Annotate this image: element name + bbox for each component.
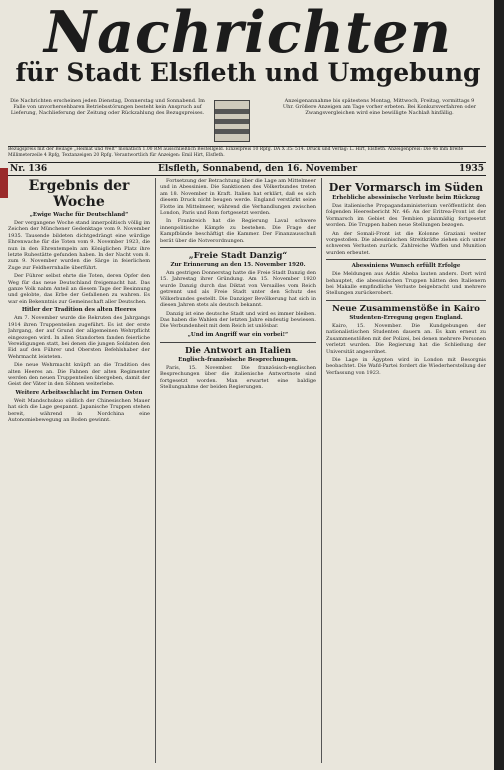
col1-subhead-3: Weitere Arbeitsschlacht im Fernen Osten [15,389,143,396]
col2-headline: „Freie Stadt Danzig“ [188,251,288,262]
place-date: Elsfleth, Sonnabend, den 16. November [158,164,358,174]
dateline-bar [8,162,486,176]
section-rule [160,342,316,343]
publisher-line: Bezugspreis mit der Beilage „Heimat und Welt“ monatlich 1.00 RM ausschließlich Bestellgeld. Einzelpreis 10 Rpfg. DA X 35: 514. Druck und Verlag: L. Hirt, Elsfleth. Anzeigenpreis: Die 46 mm breite Millimeterzeile 4 Rpfg, Textanzeigen 20 Rpfg. Verantwortlich für Anzeigen: Emil Hirt, Elsfleth. [8,146,486,159]
issue-number: Nr. 136 [10,164,48,174]
scan-edge [494,0,504,770]
col3-paragraph: Die Meldungen aus Addis Abeba lauten anders. Dort wird behauptet, die abessinischen Truppen hätten den Italienern bei Makalle empfindliche Verluste beigebracht und mehrere Stellungen zurückerobert. [326,271,486,297]
col3-headline: Der Vormarsch im Süden [328,181,484,194]
col2-subhead: Zur Erinnerung an den 15. November 1920. [170,262,306,269]
column-3 [326,178,486,763]
column-1 [8,178,150,763]
col1-paragraph: Am 7. November wurde die Rekruten des Jahrgangs 1914 ihren Truppenteilen zugeführt. Es ist der erste Jahrgang, der auf Grund der allgemeinen Wehrpflicht eingezogen wird. In allen Standorten fanden feierliche Vereidigungen statt, bei denen die jungen Soldaten den Eid auf den Führer und Obersten Befehlshaber der Wehrmacht leisteten. [8,315,150,360]
column-2 [160,178,316,763]
archive-clip-marker [0,168,8,198]
col1-paragraph: Weit Mandschukuo südlich der Chinesischen Mauer hat sich die Lage gespannt. Japanische Truppen stehen bereit, während in Nordchina eine Autonomiebewegung an Boden gewinnt. [8,397,150,423]
newspaper-title: Nachrichten [43,0,453,66]
column-divider [321,178,322,763]
col1-subhead-2: Hitler der Tradition des alten Heeres [21,307,137,314]
col3-subhead: Erhebliche abessinische Verluste beim Rückzug [332,195,480,201]
col1-paragraph: Die neue Wehrmacht knüpft an die Tradition des alten Heeres an. Die Fahnen der alten Regimenter werden den neuen Truppenteilen übergeben, damit der Geist der Väter in den Söhnen weiterlebe. [8,362,150,388]
column-divider [155,178,156,763]
col1-headline: Ergebnis der Woche [28,178,130,210]
issue-year: 1935 [458,164,484,174]
ad-notice: Anzeigenannahme bis spätestens Montag, Mittwoch, Freitag, vormittags 9 Uhr. Größere Anzeigen am Tage vorher erbeten. Bei Konkursverfahren oder Zwangsvergleichen wird eine bewilligte Nachlaß hinfällig. [282,98,477,116]
col3-paragraph: An der Somali-Front ist die Kolonne Graziani weiter vorgestoßen. Die abessinischen Streitkräfte ziehen sich unter schweren Verlusten zurück. Zahlreiche Waffen und Munition wurden erbeutet. [326,230,486,256]
col2-paragraph: Paris, 15. November. Die französisch-englischen Besprechungen über die italienische Antwortnote sind fortgesetzt worden. Man erwartet eine baldige Stellungnahme der beiden Regierungen. [160,364,316,390]
masthead [8,0,488,87]
section-rule [326,300,486,301]
section-rule [160,247,316,248]
col1-subhead: „Ewige Wache für Deutschland“ [29,212,129,218]
col2-subhead-2: Englisch-französische Besprechungen. [178,356,298,363]
col1-paragraph: Der Führer selbst ehrte die Toten, deren Opfer den Weg für das neue Deutschland freigemacht hat. Das ganze Volk nahm Anteil an diesem Tage der Besinnung und gelobte, das Erbe der Gefallenen zu wahren. Es war ein Bekenntnis zur Gemeinschaft aller Deutschen. [8,273,150,305]
col1-paragraph: Der vergangene Woche stand innerpolitisch völlig im Zeichen der Münchener Gedenktage vom 9. November 1935. Tausende bildeten dichtgedrängt eine würdige Ehrenwache für die Toten vom 9. November 1923, die nun in den Ehrentempeln am Königlichen Platz ihre letzte Ruhestätte gefunden haben. In der Nacht vom 8. zum 9. November wurden die Särge in feierlichem Zuge zur Feldherrnhalle überführt. [8,220,150,271]
col3-paragraph: Das italienische Propagandaministerium veröffentlicht den folgenden Heeresbericht Nr. 46: An der Eritrea-Front ist der Vormarsch im Gebiet des Tembien planmäßig fortgesetzt worden. Die Truppen haben neue Stellungen bezogen. [326,203,486,229]
delivery-notice: Die Nachrichten erscheinen jeden Dienstag, Donnerstag und Sonnabend. Im Falle von unvorhersehbaren Betriebsstörungen besteht kein Anspruch auf Lieferung, Nachlieferung der Zeitung oder Rückzahlung des Bezugspreises. [10,98,205,116]
col2-quote: „Und im Angriff war ein vorbei!“ [187,331,289,338]
col3-headline-3: Neue Zusammenstöße in Kairo [332,303,480,314]
col3-paragraph: Die Lage in Ägypten wird in London mit Besorgnis beobachtet. Die Wafd-Partei fordert die Wiederherstellung der Verfassung von 1923. [326,356,486,376]
col2-paragraph: Danzig ist eine deutsche Stadt und wird es immer bleiben. Das haben die Wahlen der letzten Jahre eindeutig bewiesen. Die Verbundenheit mit dem Reich ist unlösbar. [160,310,316,330]
col3-headline-2: Abessiniens Wunsch erfüllt Erfolge [351,263,461,270]
col2-paragraph: Am gestrigen Donnerstag hatte die Freie Stadt Danzig den 15. Jahrestag ihrer Gründung. Am 15. November 1920 wurde Danzig durch das Diktat von Versailles vom Reich getrennt und als Freie Stadt unter den Schutz des Völkerbundes gestellt. Die Danziger Bevölkerung hat sich in diesen Jahren stets als deutsch bekannt. [160,270,316,309]
col2-paragraph: Fortsetzung der Betrachtung über die Lage am Mittelmeer und in Abessinien. Die Sanktionen des Völkerbundes treten am 18. November in Kraft. Italien hat erklärt, daß es sich diesem Druck nicht beugen werde. England verstärkt seine Flotte im Mittelmeer, während die Verhandlungen zwischen London, Paris und Rom fortgesetzt werden. [160,178,316,217]
col3-subhead-3: Studenten-Erregung gegen England. [349,314,463,321]
section-rule [326,259,486,260]
col2-paragraph: In Frankreich hat die Regierung Laval schwere innenpolitische Kämpfe zu bestehen. Die Frage der Kampfbünde beschäftigt die Kammer. Der Finanzausschuß berät über die Notverordnungen. [160,218,316,244]
town-crest-icon [214,100,250,142]
newspaper-subtitle: für Stadt Elsfleth und Umgebung [15,58,481,87]
col2-headline-2: Die Antwort an Italien [184,345,292,356]
col3-paragraph: Kairo, 15. November. Die Kundgebungen der nationalistischen Studenten dauern an. Es kam erneut zu Zusammenstößen mit der Polizei, bei denen mehrere Personen verletzt wurden. Die Regierung hat die Schließung der Universität angeordnet. [326,322,486,355]
